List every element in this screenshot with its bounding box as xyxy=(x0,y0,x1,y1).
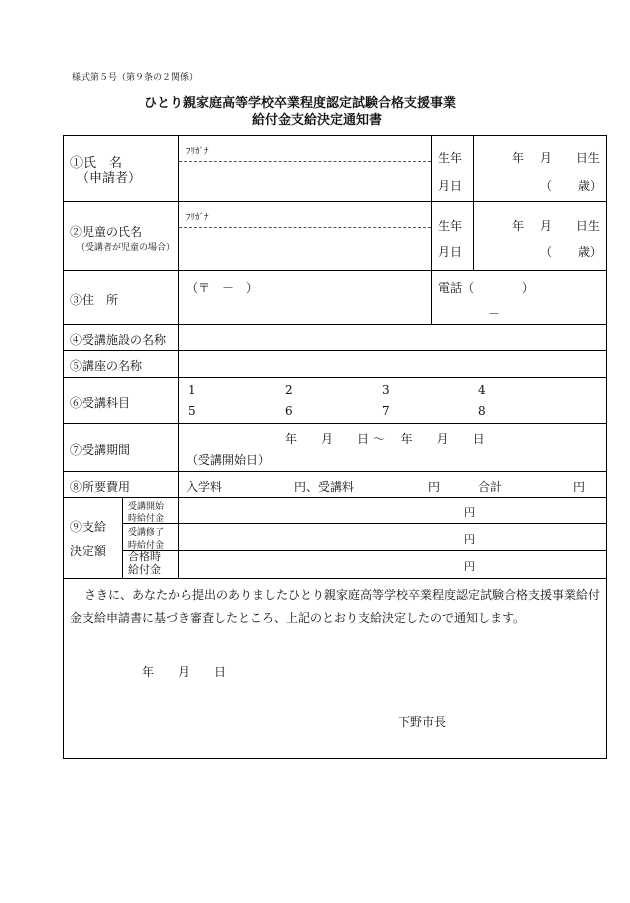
phone-label: 電話（ ） xyxy=(438,281,535,295)
total-yen: 円 xyxy=(573,480,586,494)
applicant-birth-date: 年 月 日生 xyxy=(512,151,600,165)
address-label: ③住 所 xyxy=(70,293,119,307)
period-note: （受講開始日） xyxy=(186,453,271,467)
child-sublabel: （受講者が児童の場合） xyxy=(76,243,176,253)
applicant-birth-label-top: 生年 xyxy=(438,151,463,165)
subjects-label: ⑥受講科目 xyxy=(70,396,131,410)
subject-4: 4 xyxy=(478,383,486,397)
total-label: 合計 xyxy=(478,480,503,494)
subject-7: 7 xyxy=(382,404,390,418)
period-range: 年 月 日 ～ 年 月 日 xyxy=(285,432,485,446)
course-label: ⑤講座の名称 xyxy=(70,359,143,373)
facility-field[interactable] xyxy=(179,325,606,350)
subject-3: 3 xyxy=(382,383,390,397)
title-line-2: 給付金支給決定通知書 xyxy=(252,113,383,128)
applicant-label: ①氏 名 xyxy=(70,156,123,171)
child-furigana-label: ﾌﾘｶﾞﾅ xyxy=(186,213,209,223)
notice-signer: 下野市長 xyxy=(398,715,447,729)
notice-body-line1: さきに、あなたから提出のありましたひとり親家庭高等学校卒業程度認定試験合格支援事業給付 xyxy=(84,588,601,602)
subject-1: 1 xyxy=(188,383,196,397)
applicant-age-open: （ xyxy=(540,179,553,193)
decision-item-1-unit: 円 xyxy=(464,506,475,519)
admission-fee-label: 入学料 xyxy=(186,480,223,494)
decision-item-2-unit: 円 xyxy=(464,533,475,546)
child-label: ②児童の氏名 xyxy=(70,225,143,239)
child-age-close: 歳） xyxy=(578,245,603,259)
child-age-open: （ xyxy=(540,245,553,259)
costs-label: ⑧所要費用 xyxy=(70,480,131,494)
notice-date: 年 月 日 xyxy=(142,665,227,679)
decision-item-2-line2: 時給付金 xyxy=(128,541,165,551)
applicant-furigana-label: ﾌﾘｶﾞﾅ xyxy=(186,147,209,157)
child-birth-date: 年 月 日生 xyxy=(512,219,600,233)
decision-label-top: ⑨支給 xyxy=(70,520,107,534)
subject-8: 8 xyxy=(478,404,486,418)
applicant-birth-label-bottom: 月日 xyxy=(438,179,463,193)
decision-item-3-line1: 合格時 xyxy=(128,550,161,563)
form-number: 様式第５号（第９条の２関係） xyxy=(72,73,199,83)
phone-dash: － xyxy=(488,307,501,321)
decision-item-3-unit: 円 xyxy=(464,560,475,573)
decision-label-bottom: 決定額 xyxy=(70,544,107,558)
decision-item-2-line1: 受講修了 xyxy=(128,528,165,538)
subject-2: 2 xyxy=(285,383,293,397)
tuition-label: 円、受講料 xyxy=(294,480,355,494)
applicant-name-field[interactable] xyxy=(179,162,431,201)
facility-label: ④受講施設の名称 xyxy=(70,333,167,347)
decision-item-1-line1: 受講開始 xyxy=(128,502,165,512)
tuition-yen: 円 xyxy=(428,480,441,494)
decision-item-1-line2: 時給付金 xyxy=(128,514,165,524)
course-field[interactable] xyxy=(179,351,606,377)
child-birth-label-bottom: 月日 xyxy=(438,245,463,259)
child-name-field[interactable] xyxy=(179,228,431,270)
subject-6: 6 xyxy=(285,404,293,418)
child-birth-label-top: 生年 xyxy=(438,219,463,233)
notice-body-line2: 金支給申請書に基づき審査したところ、上記のとおり支給決定したので通知します。 xyxy=(70,611,526,625)
applicant-age-close: 歳） xyxy=(578,179,603,193)
decision-item-3-line2: 給付金 xyxy=(128,563,161,576)
period-label: ⑦受講期間 xyxy=(70,443,131,457)
title-line-1: ひとり親家庭高等学校卒業程度認定試験合格支援事業 xyxy=(144,96,457,111)
postal-code: （〒 － ） xyxy=(186,281,259,295)
applicant-sublabel: （申請者） xyxy=(76,171,142,186)
subject-5: 5 xyxy=(188,404,196,418)
